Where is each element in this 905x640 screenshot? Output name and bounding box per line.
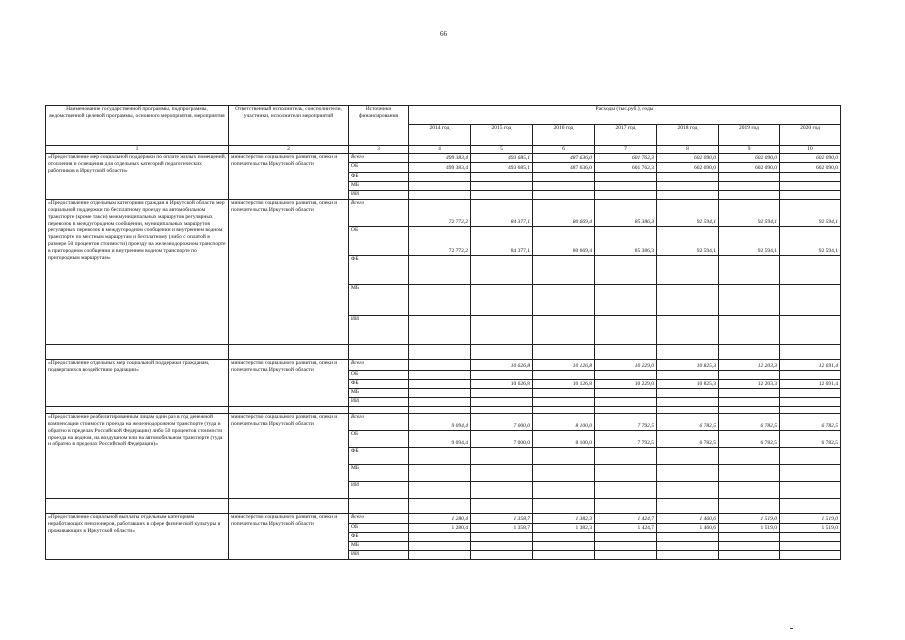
expense-value [657,481,719,498]
expense-value [657,255,719,284]
funding-source: МБ [349,181,409,190]
column-number: 8 [657,146,719,154]
expense-value: 1 519,0 [719,513,780,523]
expense-value: 85 386,3 [595,226,657,255]
expense-value [409,359,471,370]
expense-value [595,541,657,550]
spacer-cell [349,344,409,359]
funding-source: МБ [349,388,409,397]
expense-value [719,172,780,181]
expense-value: 1 280,4 [409,513,471,523]
expense-value [780,181,841,190]
expense-value [719,284,780,315]
scan-mark [790,628,793,629]
expense-value [471,190,533,199]
expense-value [471,532,533,541]
expense-value [409,447,471,464]
expense-value [719,481,780,498]
header-year: 2019 год [719,125,780,146]
table-body [46,153,841,559]
column-number: 10 [780,146,841,154]
expense-value [780,172,841,181]
expense-value: 7 792,5 [595,413,657,430]
expense-value [409,550,471,559]
expense-value [409,370,471,379]
expense-value: 1 519,0 [719,523,780,532]
header-name: Наименование государственной программы, подпрограммы, ведомственной целевой программы, основного мероприятия, мероприятия [46,106,229,146]
expense-value: 7 000,0 [471,413,533,430]
expense-value [719,388,780,397]
expense-value: 602 090,0 [780,153,841,162]
spacer-cell [595,406,657,413]
spacer-cell [46,406,229,413]
expense-value: 6 782,5 [657,430,719,447]
expense-value: 92 594,1 [657,199,719,226]
expense-value [595,481,657,498]
expense-value: 6 782,5 [780,413,841,430]
expense-value [595,388,657,397]
expense-value [409,181,471,190]
funding-source: ОБ [349,226,409,255]
measure-name: «Предоставление реабилитированным лицам один раз в год денежной компенсации стоимости проезда на железнодорожном транспорте (туда и обратно в пределах Российской Федерации) либо 50 процентов стоимости проезда на водном, на воздушном или на автомобильном транспорте (туда и обратно в пределах Российской Федерации)» [46,413,229,498]
expense-value [719,397,780,406]
expense-value [780,447,841,464]
expense-value: 601 762,3 [595,153,657,162]
expense-value: 1 424,7 [595,513,657,523]
expense-value [533,255,595,284]
table-header [46,106,841,154]
expense-value [471,481,533,498]
expense-value [657,532,719,541]
expense-value: 10 825,3 [657,359,719,370]
spacer-cell [46,344,229,359]
table-row [46,153,841,162]
expense-value [657,464,719,481]
expense-value [595,181,657,190]
expense-value [595,447,657,464]
funding-source: МБ [349,464,409,481]
expense-value: 84 377,1 [471,199,533,226]
expense-value [533,532,595,541]
expense-value: 84 377,1 [471,226,533,255]
expense-value: 1 460,6 [657,513,719,523]
expense-value [471,447,533,464]
expense-value [471,172,533,181]
header-year: 2016 год [533,125,595,146]
expense-value [719,315,780,344]
spacer-cell [595,498,657,513]
expense-value [657,550,719,559]
expense-value: 7 792,5 [595,430,657,447]
header-year: 2018 год [657,125,719,146]
expense-value [533,550,595,559]
column-number: 1 [46,146,229,154]
column-number: 9 [719,146,780,154]
expense-value: 1 280,4 [409,523,471,532]
header-year: 2014 год [409,125,471,146]
funding-source: Всего [349,199,409,226]
column-number: 5 [471,146,533,154]
expense-value: 602 090,0 [657,162,719,172]
expense-value: 601 762,3 [595,162,657,172]
funding-source: МБ [349,284,409,315]
column-number: 6 [533,146,595,154]
expense-value: 72 772,2 [409,199,471,226]
expense-value [533,190,595,199]
expense-value: 10 626,8 [471,379,533,388]
expense-value [719,541,780,550]
expense-value: 10 126,8 [533,379,595,388]
expense-value: 487 636,0 [533,162,595,172]
spacer-cell [471,344,533,359]
measure-name: «Предоставление социальной выплаты отдельным категориям неработающих пенсионеров, работавших в сфере физической культуры и проживающих в Иркутской области» [46,513,229,559]
spacer-cell [719,498,780,513]
funding-source: ФБ [349,172,409,181]
expense-value [533,315,595,344]
expense-value [780,370,841,379]
expense-value [657,388,719,397]
expense-value: 1 519,0 [780,523,841,532]
expense-value: 12 203,3 [719,379,780,388]
spacer-cell [657,498,719,513]
expense-value [595,190,657,199]
expense-value [471,315,533,344]
spacer-cell [657,406,719,413]
expense-value [780,315,841,344]
expense-value: 602 090,0 [657,153,719,162]
expense-value [719,447,780,464]
expense-value [409,379,471,388]
funding-source: ФБ [349,255,409,284]
section-spacer [46,344,841,359]
expense-value: 1 358,7 [471,513,533,523]
header-source: Источники финансирования [349,106,409,146]
expense-value: 80 669,4 [533,199,595,226]
expense-value [471,464,533,481]
spacer-cell [780,498,841,513]
funding-source: ОБ [349,162,409,172]
spacer-cell [780,344,841,359]
expense-value [780,388,841,397]
expense-value [409,541,471,550]
expense-value [780,532,841,541]
expense-value [471,255,533,284]
expense-value: 10 126,8 [533,359,595,370]
expense-value [409,397,471,406]
column-number: 7 [595,146,657,154]
funding-source: ИИ [349,481,409,498]
measure-name: «Предоставление отдельным категориям граждан в Иркутской области мер социальной поддержки по бесплатному проезду на автомобильном транспорте (кроме такси) межмуниципальных маршрутов регулярных перевозок в междугородном сообщении, муниципальных маршрутов регулярных перевозок в междугородном сообщении и внутреннем водном транспорте по местным маршрутам и бесплатному (либо с оплатой в размере 50 процентов стоимости) проезду на железнодорожном транспорте в пригородном сообщении и внутреннем водном транспорте по пригородным маршрутам» [46,199,229,344]
expense-value: 10 626,8 [471,359,533,370]
expense-value: 7 000,0 [471,430,533,447]
spacer-cell [46,498,229,513]
header-year: 2017 год [595,125,657,146]
funding-source: МБ [349,541,409,550]
funding-source: ФБ [349,379,409,388]
expense-value: 8 100,0 [533,430,595,447]
measure-executor: министерство социального развития, опеки и попечительства Иркутской области [229,199,349,344]
expense-value [719,255,780,284]
funding-source: ИИ [349,315,409,344]
header-executor: Ответственный исполнитель, соисполнители, участники, исполнители мероприятий [229,106,349,146]
expense-value [595,532,657,541]
column-number: 4 [409,146,471,154]
expense-value [533,388,595,397]
expense-value: 6 782,5 [780,430,841,447]
expense-value: 1 382,3 [533,523,595,532]
header-column-numbers [46,146,841,154]
funding-source: ОБ [349,430,409,447]
expense-value [533,464,595,481]
column-number: 3 [349,146,409,154]
expense-value [719,181,780,190]
expense-value: 487 636,0 [533,153,595,162]
expense-value [471,550,533,559]
expense-value [409,255,471,284]
expense-value [409,481,471,498]
expense-value: 499 383,4 [409,162,471,172]
expense-value: 92 594,1 [780,226,841,255]
spacer-cell [229,344,349,359]
spacer-cell [533,498,595,513]
header-year: 2020 год [780,125,841,146]
expense-value [533,481,595,498]
header-expenses: Расходы (тыс.руб.), годы [409,106,841,125]
expense-value [780,481,841,498]
measure-executor: министерство социального развития, опеки и попечительства Иркутской области [229,359,349,406]
expense-value: 85 386,3 [595,199,657,226]
table-row [46,513,841,523]
expense-value: 1 460,6 [657,523,719,532]
expense-value [780,550,841,559]
expense-value [409,532,471,541]
expense-value: 6 782,5 [657,413,719,430]
funding-source: ИИ [349,397,409,406]
funding-source: ИИ [349,190,409,199]
expense-value [657,370,719,379]
expense-value [533,541,595,550]
expense-value: 1 424,7 [595,523,657,532]
expense-value [657,541,719,550]
expense-value [471,181,533,190]
expense-value [719,370,780,379]
expense-value [657,284,719,315]
expense-value: 92 594,1 [719,199,780,226]
expense-value [595,550,657,559]
expense-value [595,172,657,181]
expense-value [595,370,657,379]
expense-value [719,532,780,541]
spacer-cell [533,344,595,359]
spacer-cell [409,344,471,359]
spacer-cell [349,498,409,513]
expense-value: 9 094,4 [409,430,471,447]
expense-value [595,255,657,284]
expense-value [595,397,657,406]
expense-value [471,370,533,379]
spacer-cell [349,406,409,413]
expense-value: 72 772,2 [409,226,471,255]
expense-value: 92 594,1 [657,226,719,255]
expense-value [533,181,595,190]
funding-source: ФБ [349,447,409,464]
measure-name: «Предоставление отдельных мер социальной поддержки гражданам, подвергшихся воздействию радиации» [46,359,229,406]
expense-value [533,370,595,379]
expense-value [595,464,657,481]
expense-value [780,541,841,550]
expense-value [409,464,471,481]
expense-value: 6 782,5 [719,430,780,447]
spacer-cell [719,344,780,359]
expense-value: 12 203,3 [719,359,780,370]
header-year: 2015 год [471,125,533,146]
expense-value [657,315,719,344]
measure-executor: министерство социального развития, опеки и попечительства Иркутской области [229,413,349,498]
expense-value: 1 519,0 [780,513,841,523]
funding-source: Всего [349,153,409,162]
spacer-cell [471,406,533,413]
expense-value [533,397,595,406]
spacer-cell [471,498,533,513]
expense-value [657,397,719,406]
expense-value: 10 229,0 [595,379,657,388]
table-row [46,199,841,226]
expense-value [780,284,841,315]
expense-value [780,255,841,284]
funding-source: ИИ [349,550,409,559]
expense-value [780,464,841,481]
expense-value: 493 685,1 [471,153,533,162]
expense-value [657,181,719,190]
expense-value: 493 685,1 [471,162,533,172]
expense-value [719,550,780,559]
table-row [46,359,841,370]
expense-value [471,397,533,406]
expense-value [471,388,533,397]
expenses-table [45,105,841,560]
expense-value [780,397,841,406]
expense-value: 499 383,4 [409,153,471,162]
expense-value [595,284,657,315]
expense-value: 6 782,5 [719,413,780,430]
expense-value [471,284,533,315]
section-spacer [46,406,841,413]
spacer-cell [229,498,349,513]
expense-value [657,447,719,464]
funding-source: Всего [349,413,409,430]
funding-source: Всего [349,359,409,370]
expense-value [533,172,595,181]
spacer-cell [229,406,349,413]
expense-value [409,388,471,397]
measure-name: «Предоставление мер социальной поддержки по оплате жилых помещений, отопления и освещения для отдельных категорий педагогических работников в Иркутской области» [46,153,229,199]
expense-value [657,190,719,199]
expense-value [719,464,780,481]
expense-value [719,190,780,199]
expense-value: 1 382,3 [533,513,595,523]
expense-value [471,541,533,550]
expense-value: 92 594,1 [719,226,780,255]
spacer-cell [533,406,595,413]
expense-value: 12 691,4 [780,359,841,370]
measure-executor: министерство социального развития, опеки и попечительства Иркутской области [229,513,349,559]
expense-value: 12 691,4 [780,379,841,388]
measure-executor: министерство социального развития, опеки и попечительства Иркутской области [229,153,349,199]
expense-value: 1 358,7 [471,523,533,532]
expense-value: 9 094,4 [409,413,471,430]
expense-value: 602 090,0 [780,162,841,172]
expense-value [780,190,841,199]
expense-value [409,172,471,181]
expense-value: 602 090,0 [719,162,780,172]
expense-value [409,284,471,315]
expense-value: 8 100,0 [533,413,595,430]
table-row [46,413,841,430]
expense-value: 10 229,0 [595,359,657,370]
expense-value [409,190,471,199]
expense-value [657,172,719,181]
spacer-cell [657,344,719,359]
funding-source: ФБ [349,532,409,541]
spacer-cell [409,498,471,513]
expense-value: 602 090,0 [719,153,780,162]
spacer-cell [409,406,471,413]
expense-value [533,284,595,315]
funding-source: Всего [349,513,409,523]
column-number: 2 [229,146,349,154]
expense-value: 10 825,3 [657,379,719,388]
funding-source: ОБ [349,523,409,532]
expense-value [533,447,595,464]
expense-value: 92 594,1 [780,199,841,226]
spacer-cell [719,406,780,413]
expense-value [409,315,471,344]
funding-source: ОБ [349,370,409,379]
expense-value [595,315,657,344]
spacer-cell [595,344,657,359]
page-number: 66 [440,30,447,38]
expense-value: 80 669,4 [533,226,595,255]
section-spacer [46,498,841,513]
spacer-cell [780,406,841,413]
